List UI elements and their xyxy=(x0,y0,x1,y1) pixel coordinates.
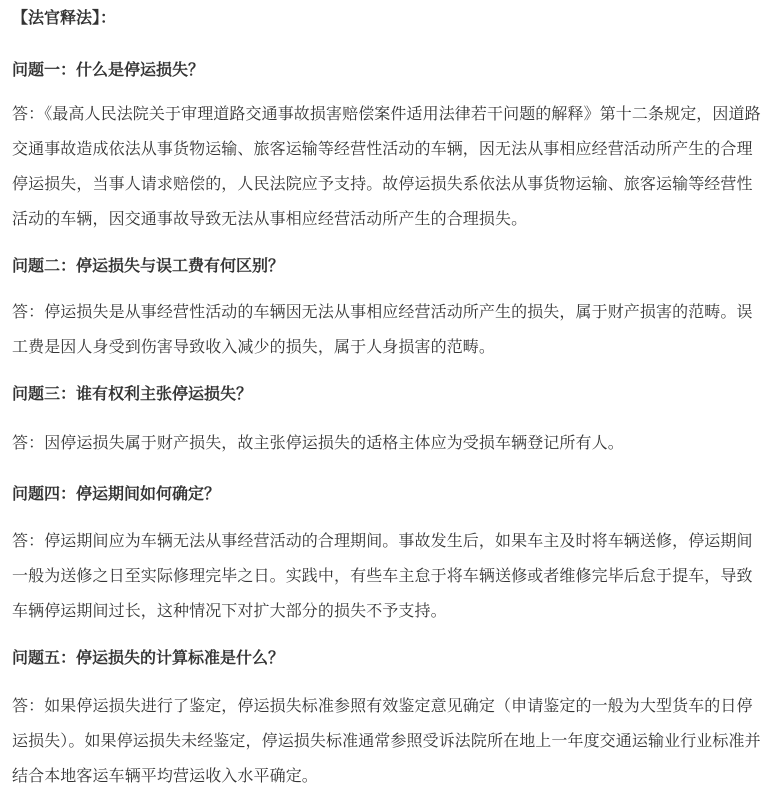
answer-5: 答：如果停运损失进行了鉴定，停运损失标准参照有效鉴定意见确定（申请鉴定的一般为大型货车的日停运损失）。如果停运损失未经鉴定，停运损失标准通常参照受诉法院所在地上一年度交通运输业行业标准并结合本地客运车辆平均营运收入水平确定。 xyxy=(12,696,761,785)
answer-4: 答：停运期间应为车辆无法从事经营活动的合理期间。事故发生后，如果车主及时将车辆送修，停运期间一般为送修之日至实际修理完毕之日。实践中，有些车主怠于将车辆送修或者维修完毕后怠于提车，导致车辆停运期间过长，这种情况下对扩大部分的损失不予支持。 xyxy=(12,531,753,620)
answer-1: 答：《最高人民法院关于审理道路交通事故损害赔偿案件适用法律若干问题的解释》第十二条规定，因道路交通事故造成依法从事货物运输、旅客运输等经营性活动的车辆，因无法从事相应经营活动所产生的合理停运损失，当事人请求赔偿的，人民法院应予支持。故停运损失系依法从事货物运输、旅客运输等经营性活动的车辆，因交通事故导致无法从事相应经营活动所产生的合理损失。 xyxy=(12,104,761,228)
question-5: 问题五：停运损失的计算标准是什么？ xyxy=(12,648,285,667)
section-header: 【法官释法】： xyxy=(12,8,117,27)
answer-3: 答：因停运损失属于财产损失，故主张停运损失的适格主体应为受损车辆登记所有人。 xyxy=(12,433,624,452)
answer-2: 答：停运损失是从事经营性活动的车辆因无法从事相应经营活动所产生的损失，属于财产损害的范畴。误工费是因人身受到伤害导致收入减少的损失，属于人身损害的范畴。 xyxy=(12,302,753,356)
question-1: 问题一：什么是停运损失？ xyxy=(12,60,205,79)
question-2: 问题二：停运损失与误工费有何区别？ xyxy=(12,256,285,275)
question-3: 问题三：谁有权利主张停运损失？ xyxy=(12,384,253,403)
question-4: 问题四：停运期间如何确定？ xyxy=(12,484,221,503)
